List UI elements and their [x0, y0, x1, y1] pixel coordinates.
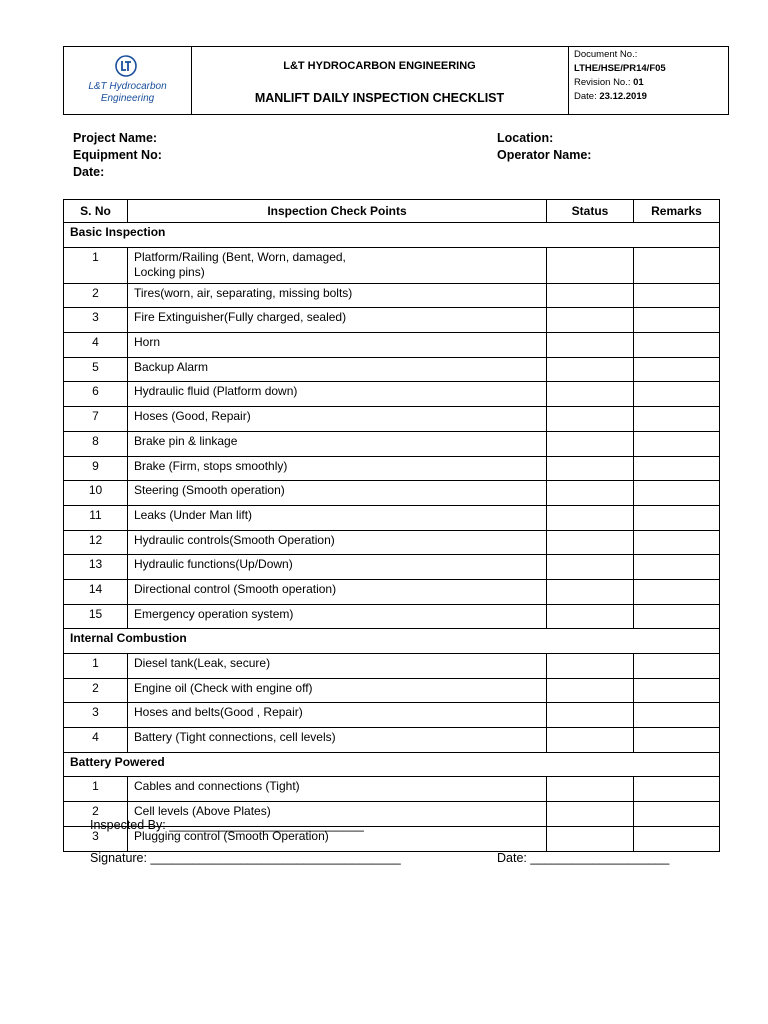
check-point-continued: Locking pins) — [134, 264, 205, 279]
status-cell[interactable] — [547, 802, 634, 827]
table-row — [64, 555, 720, 580]
remarks-cell[interactable] — [634, 654, 720, 679]
table-row — [64, 382, 720, 407]
status-cell[interactable] — [547, 308, 634, 333]
row-number: 2 — [64, 678, 128, 703]
col-header-remarks: Remarks — [634, 200, 720, 223]
lt-logo-icon — [115, 55, 137, 77]
row-number: 2 — [64, 283, 128, 308]
table-row — [64, 407, 720, 432]
table-row — [64, 431, 720, 456]
logo-cell — [64, 47, 192, 114]
status-cell[interactable] — [547, 407, 634, 432]
check-point: Brake pin & linkage — [128, 431, 547, 456]
table-row — [64, 247, 720, 283]
check-point: Hydraulic functions(Up/Down) — [128, 555, 547, 580]
check-point: Steering (Smooth operation) — [128, 481, 547, 506]
row-number: 9 — [64, 456, 128, 481]
doc-no-value — [574, 63, 666, 75]
row-number: 4 — [64, 728, 128, 753]
table-row — [64, 654, 720, 679]
location-label: Location: — [497, 131, 554, 145]
check-point: Cables and connections (Tight) — [128, 777, 547, 802]
remarks-cell[interactable] — [634, 382, 720, 407]
col-header-check-points: Inspection Check Points — [128, 200, 547, 223]
check-point: Leaks (Under Man lift) — [128, 505, 547, 530]
row-number: 5 — [64, 357, 128, 382]
signature-field[interactable]: Signature: ____________________________________ — [90, 851, 401, 865]
status-cell[interactable] — [547, 555, 634, 580]
table-row — [64, 481, 720, 506]
remarks-cell[interactable] — [634, 826, 720, 851]
date-field-label: Date: — [73, 165, 105, 179]
check-point: Brake (Firm, stops smoothly) — [128, 456, 547, 481]
status-cell[interactable] — [547, 604, 634, 629]
check-point: Horn — [128, 333, 547, 358]
status-cell[interactable] — [547, 728, 634, 753]
section-title: Basic Inspection — [64, 223, 720, 248]
table-row — [64, 777, 720, 802]
status-cell[interactable] — [547, 777, 634, 802]
date-line — [574, 91, 647, 103]
logo-text-line1: L&T Hydrocarbon — [88, 81, 167, 92]
check-point: Engine oil (Check with engine off) — [128, 678, 547, 703]
remarks-cell[interactable] — [634, 283, 720, 308]
remarks-cell[interactable] — [634, 802, 720, 827]
row-number: 7 — [64, 407, 128, 432]
project-name-label: Project Name: — [73, 131, 158, 145]
equipment-no-label: Equipment No: — [73, 148, 162, 162]
remarks-cell[interactable] — [634, 357, 720, 382]
remarks-cell[interactable] — [634, 579, 720, 604]
row-number: 14 — [64, 579, 128, 604]
check-point: Plugging control (Smooth Operation) — [128, 826, 547, 851]
remarks-cell[interactable] — [634, 728, 720, 753]
revision-label: Revision No.: — [574, 77, 631, 88]
table-row — [64, 678, 720, 703]
section-title: Internal Combustion — [64, 629, 720, 654]
row-number: 3 — [64, 826, 128, 851]
company-name: L&T HYDROCARBON ENGINEERING — [283, 60, 476, 72]
logo-text-line2: Engineering — [100, 93, 155, 104]
status-cell[interactable] — [547, 481, 634, 506]
status-cell[interactable] — [547, 333, 634, 358]
doc-no-label: Document No.: — [574, 49, 638, 60]
status-cell[interactable] — [547, 678, 634, 703]
row-number: 3 — [64, 308, 128, 333]
check-point: Cell levels (Above Plates) — [128, 802, 547, 827]
row-number: 10 — [64, 481, 128, 506]
status-cell[interactable] — [547, 431, 634, 456]
form-title: MANLIFT DAILY INSPECTION CHECKLIST — [254, 91, 505, 105]
col-header-status: Status — [547, 200, 634, 223]
revision-value: 01 — [633, 77, 644, 88]
date-label: Date: — [574, 91, 597, 102]
row-number: 6 — [64, 382, 128, 407]
row-number: 13 — [64, 555, 128, 580]
remarks-cell[interactable] — [634, 678, 720, 703]
table-row — [64, 579, 720, 604]
table-row — [64, 505, 720, 530]
remarks-cell[interactable] — [634, 456, 720, 481]
status-cell[interactable] — [547, 382, 634, 407]
row-number: 1 — [64, 654, 128, 679]
section-row — [64, 223, 720, 248]
row-number: 4 — [64, 333, 128, 358]
logo-text — [72, 81, 183, 105]
row-number: 1 — [64, 247, 128, 283]
doc-no: LTHE/HSE/PR14/F05 — [574, 63, 666, 74]
check-point: Hydraulic fluid (Platform down) — [128, 382, 547, 407]
status-cell[interactable] — [547, 579, 634, 604]
remarks-cell[interactable] — [634, 333, 720, 358]
remarks-cell[interactable] — [634, 247, 720, 283]
status-cell[interactable] — [547, 654, 634, 679]
remarks-cell[interactable] — [634, 505, 720, 530]
remarks-cell[interactable] — [634, 604, 720, 629]
table-row — [64, 308, 720, 333]
remarks-cell[interactable] — [634, 555, 720, 580]
remarks-cell[interactable] — [634, 431, 720, 456]
check-point: Battery (Tight connections, cell levels) — [128, 728, 547, 753]
check-point: Fire Extinguisher(Fully charged, sealed) — [128, 308, 547, 333]
section-row — [64, 629, 720, 654]
document-header — [63, 46, 729, 115]
footer-date-field[interactable]: Date: ____________________ — [497, 851, 670, 865]
status-cell[interactable] — [547, 357, 634, 382]
check-point: Diesel tank(Leak, secure) — [128, 654, 547, 679]
row-number: 12 — [64, 530, 128, 555]
remarks-cell[interactable] — [634, 777, 720, 802]
check-point: Hoses (Good, Repair) — [128, 407, 547, 432]
table-row — [64, 357, 720, 382]
check-point-cell — [128, 247, 547, 283]
check-point: Tires(worn, air, separating, missing bolts) — [128, 283, 547, 308]
remarks-cell[interactable] — [634, 703, 720, 728]
operator-name-label: Operator Name: — [497, 148, 592, 162]
date-value: 23.12.2019 — [599, 91, 647, 102]
status-cell[interactable] — [547, 530, 634, 555]
table-row — [64, 333, 720, 358]
table-row — [64, 456, 720, 481]
inspected-by-field[interactable]: Inspected By: ____________________________ — [90, 818, 364, 832]
check-point: Emergency operation system) — [128, 604, 547, 629]
row-number: 2 — [64, 802, 128, 827]
table-row — [64, 604, 720, 629]
table-header-row — [64, 200, 720, 223]
col-header-sno: S. No — [64, 200, 128, 223]
status-cell[interactable] — [547, 826, 634, 851]
row-number: 1 — [64, 777, 128, 802]
check-point: Directional control (Smooth operation) — [128, 579, 547, 604]
revision-line — [574, 77, 644, 89]
remarks-cell[interactable] — [634, 481, 720, 506]
status-cell[interactable] — [547, 247, 634, 283]
document-info-cell — [568, 47, 728, 114]
remarks-cell[interactable] — [634, 407, 720, 432]
check-point: Hydraulic controls(Smooth Operation) — [128, 530, 547, 555]
status-cell[interactable] — [547, 505, 634, 530]
row-number: 3 — [64, 703, 128, 728]
table-row — [64, 728, 720, 753]
table-row — [64, 703, 720, 728]
title-cell — [191, 47, 569, 114]
status-cell[interactable] — [547, 283, 634, 308]
check-point: Hoses and belts(Good , Repair) — [128, 703, 547, 728]
table-row — [64, 283, 720, 308]
check-point: Platform/Railing (Bent, Worn, damaged, — [134, 249, 346, 264]
remarks-cell[interactable] — [634, 308, 720, 333]
row-number: 8 — [64, 431, 128, 456]
section-row — [64, 752, 720, 777]
table-row — [64, 530, 720, 555]
inspection-table — [63, 199, 720, 852]
status-cell[interactable] — [547, 456, 634, 481]
remarks-cell[interactable] — [634, 530, 720, 555]
section-title: Battery Powered — [64, 752, 720, 777]
row-number: 11 — [64, 505, 128, 530]
row-number: 15 — [64, 604, 128, 629]
status-cell[interactable] — [547, 703, 634, 728]
check-point: Backup Alarm — [128, 357, 547, 382]
